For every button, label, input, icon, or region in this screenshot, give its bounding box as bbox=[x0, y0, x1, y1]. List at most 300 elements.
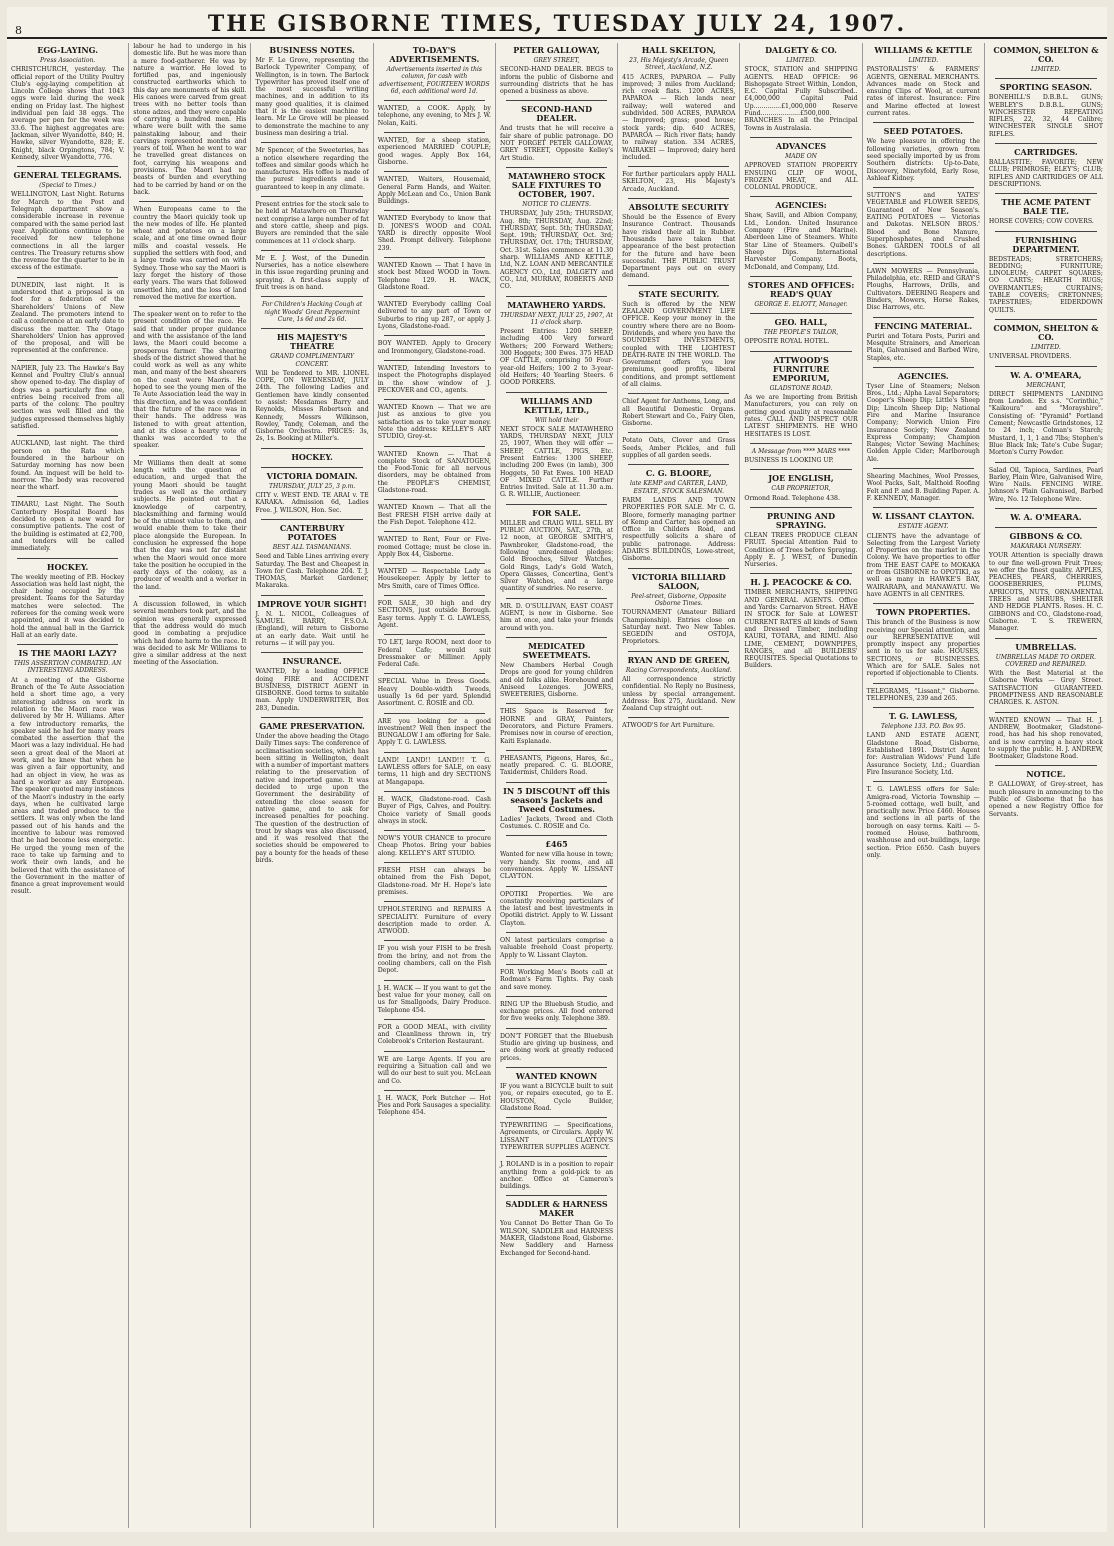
article-heading: MATAWHERO STOCK SALE FIXTURES TO OCTOBER, 1907. bbox=[508, 170, 606, 199]
article-body: THIS Space is Reserved for HORNE and GRAY, Painters, Decorators, and Picture Framers. Premises now in course of erection, Kaiti Esplanade. bbox=[499, 708, 614, 745]
article-body: J. N. L. NICOL, Colleagues of SAMUEL BARRY, F.S.O.A. (England), will return to Gisborne at an early date. Wait until he returns — it will pay you. bbox=[255, 610, 369, 647]
article-body: WE are Large Agents. If you are requiring a Situation call and we will do our best to suit you. McLean and Co. bbox=[377, 1055, 491, 1085]
divider bbox=[506, 392, 607, 393]
article bbox=[500, 1072, 613, 1112]
column-1 bbox=[7, 43, 129, 1528]
article-subheading: LIMITED. bbox=[908, 57, 939, 64]
divider bbox=[384, 563, 485, 564]
article bbox=[378, 600, 491, 629]
divider bbox=[873, 122, 974, 123]
article-heading: IN 5 DISCOUNT off this season's Jackets and Tweed Costumes. bbox=[503, 785, 610, 814]
article-body: WANTED Known — That we are just as anxious to give you satisfaction as to take your money. Note the address: KELLEY'S ART STUDIO, Grey-st. bbox=[377, 404, 491, 441]
article-body: Should be the Essence of Every Insurance Contract. Thousands have risked their all in Rubber. Thousands have taken that appearance of the best protection for the future and have been successful. THE PUBLIC TRUST Department pays out on every demand. bbox=[622, 214, 736, 280]
article-body: A discussion followed, in which several members took part, and the opinion was generally expressed that the address would do much good in combating a prejudice which had done harm to the race. It was decided to ask Mr Williams to give a similar address at the next meeting of the Association. bbox=[133, 601, 247, 667]
columns bbox=[7, 43, 1107, 1528]
divider bbox=[628, 285, 729, 286]
divider bbox=[506, 835, 607, 836]
article bbox=[378, 678, 491, 707]
article bbox=[133, 460, 246, 591]
divider bbox=[384, 713, 485, 714]
article-body: Under the above heading the Otago Daily Times says: The conference of acclimatisation societies, which has been sitting in Wellington, dealt with a number of important matters relating to the preservation of native and imported game. It was decided to urge upon the Government the desirability of extending the close season for native game, and to ask for increased penalties for poaching. The question of the destruction of trout by shags was also discussed, and it was resolved that the societies should be empowered to pay a bounty for the heads of these birds. bbox=[255, 733, 369, 865]
article-heading: INSURANCE. bbox=[282, 656, 342, 667]
article-body: J. H. WACK, Pork Butcher — Hot Pies and Pork Sausages a speciality. Telephone 454. bbox=[377, 1094, 491, 1117]
divider bbox=[873, 781, 974, 782]
article-body: RING UP the Bluebush Studio, and exchange prices. All food entered for five weeks only. Telephone 389. bbox=[499, 1000, 614, 1023]
article-body: CLEAN TREES PRODUCE CLEAN FRUIT. Special Attention Paid to Condition of Trees before Spraying. Apply E. J. WEST, of Dunedin Nurseries. bbox=[744, 531, 858, 569]
article-body: New Chambers Herbal Cough Drops are good for young children and old folks alike. Horehound and Aniseed Lozenges. JOWERS, SWEETERIES, Gisborne. bbox=[499, 661, 614, 699]
article bbox=[378, 985, 491, 1014]
article-body: At a meeting of the Gisborne Branch of the Te Aute Association held a short time ago, a very interesting address on work in relation to the Maori race was delivered by Mr H. Williams. After a few introductory remarks, the speaker said he had for many years combated the assertion that the Maori was a lazy individual. He had seen a great deal of the Maori at work, and he knew that when he was given a fair opportunity, and had an object in view, he was as hard a worker as any European. The speaker quoted many instances of the Maori's industry in the early days, when he cultivated large areas and traded produce to the settlers. It was only when the land passed out of his hands and the incentive to labour was removed that he had become less energetic. He urged the young men of the race to take up farming and to work their own lands, and he believed that with the assistance of the Government in the matter of finance a great improvement would result. bbox=[11, 676, 125, 896]
divider bbox=[384, 531, 485, 532]
article bbox=[378, 1095, 491, 1117]
divider bbox=[384, 499, 485, 500]
divider bbox=[873, 603, 974, 604]
article bbox=[11, 563, 124, 640]
article bbox=[500, 840, 613, 880]
column-9 bbox=[985, 43, 1107, 1528]
article bbox=[744, 448, 857, 465]
divider bbox=[506, 1195, 607, 1196]
divider bbox=[750, 507, 851, 508]
divider bbox=[261, 595, 362, 596]
article-subheading: Peel-street, Gisborne, Opposite Osborne Times. bbox=[631, 592, 727, 607]
article-subheading: THE PEOPLE'S TAILOR, bbox=[763, 329, 839, 337]
article-body: WANTED Everybody to know that D. JONES'S WOOD and COAL YARD is directly opposite Wool Shed. Prompt delivery. Telephone 239. bbox=[377, 215, 491, 252]
divider bbox=[873, 507, 974, 508]
article-heading: STORES AND OFFICES: READ'S QUAY bbox=[747, 279, 855, 299]
article-subheading: MAKARAKA NURSERY. bbox=[1010, 542, 1082, 550]
article-body: OPPOSITE ROYAL HOTEL. bbox=[744, 338, 830, 346]
article-body: TO LET, large ROOM, next door to Federal Cafe; would suit Dressmaker or Milliner. Apply Federal Cafe. bbox=[377, 639, 491, 669]
divider bbox=[384, 1090, 485, 1091]
article-subheading: CAB PROPRIETOR, bbox=[771, 485, 831, 493]
article-subheading: Press Association. bbox=[40, 57, 96, 64]
divider bbox=[384, 1019, 485, 1020]
article-subheading: GEORGE E. ELIOTT, Manager. bbox=[754, 300, 848, 308]
divider bbox=[384, 399, 485, 400]
newspaper-page bbox=[7, 7, 1107, 1532]
divider bbox=[17, 360, 118, 361]
article bbox=[378, 262, 491, 291]
divider bbox=[873, 317, 974, 318]
article-body: WANTED Everybody calling Coal delivered to any part of Town or Suburbs to ring up 287, or apply J. Lyons, Gladstone-road. bbox=[377, 301, 491, 331]
article-body: With the Best Material at the Gisborne Works — Grey Street. SATISFACTION GUARANTEED. PROMPTNESS AND REASONABLE CHARGES. K. ASTON. bbox=[988, 670, 1103, 707]
article bbox=[744, 46, 857, 132]
article-subheading: A Message from **** MARS **** bbox=[751, 447, 851, 455]
article bbox=[500, 787, 613, 831]
article-body: FARM LANDS AND TOWN PROPERTIES FOR SALE. Mr C. G. Bloore, formerly managing partner of Kemp and Carter, has opened an Office in Childers Road, and respectfully solicits a share of public patronage. Address: ADAIR'S BUILDINGS, Lowe-street, Gisborne. bbox=[622, 496, 736, 563]
divider bbox=[628, 464, 729, 465]
article-subheading: LIMITED. bbox=[1031, 343, 1061, 351]
article-subheading: 23, His Majesty's Arcade, Queen Street, Auckland, N.Z. bbox=[629, 57, 729, 72]
article bbox=[378, 757, 491, 786]
article-body: Present Entries: 1200 SHEEP, including 400 Very forward Wethers; 200 Forward Wethers; 300 Hoggets; 300 Ewes. 375 HEAD OF CATTLE, comprising 50 Four-year-old Heifers; 100 2 to 3-year-old Heifers; 40 Yearling Steers. 6 GOOD PORKERS. bbox=[499, 328, 614, 387]
article bbox=[867, 712, 980, 776]
divider bbox=[506, 886, 607, 887]
article bbox=[744, 512, 857, 568]
article-body: Potato Oats, Clover and Grass Seeds, Amber Pickles, and full supplies of all garden seeds. bbox=[622, 437, 736, 460]
article bbox=[133, 601, 246, 667]
article-heading: AGENCIES. bbox=[897, 370, 949, 381]
article-heading: NOTICE. bbox=[1026, 769, 1066, 780]
article-body: 415 ACRES, PAPAROA — Fully improved; 3 miles from Auckland; rich creek flats. 1200 ACRES, PAPAROA — Rich lands near railway; well watered and subdivided. 500 ACRES, PAPAROA — Improved; grass; good house; stock yards; dip. 640 ACRES, PAPAROA — Rich river flats; handy to railway station. 334 ACRES, WAIRAKEI — Improved; dairy herd included. bbox=[622, 73, 736, 161]
article-heading: SEED POTATOES. bbox=[883, 126, 963, 137]
newspaper-title: THE GISBORNE TIMES, TUESDAY JULY 24, 1907. bbox=[207, 11, 907, 37]
article-body: MR. D. O'SULLIVAN, EAST COAST AGENT, is now in Gisborne. See him at once, and take your friends around with you. bbox=[499, 602, 614, 632]
article bbox=[11, 282, 124, 355]
article-heading: ATTWOOD'S FURNITURE EMPORIUM, bbox=[772, 354, 830, 383]
article-heading: VICTORIA BILLIARD SALOON, bbox=[631, 571, 726, 591]
article bbox=[867, 608, 980, 677]
divider bbox=[628, 166, 729, 167]
article-heading: FOR SALE. bbox=[532, 507, 581, 518]
article-body: NEXT STOCK SALE MATAWHERO YARDS, THURSDAY NEXT, JULY 25, 1907, When they will offer — SHEEP, CATTLE, PIGS, Etc. Present Entries: 1300 SHEEP, including 200 Ewes (in lamb), 300 Hoggets, 50 Fat Ewes. 100 HEAD OF MIXED CATTLE. Further Entries Invited. Sale at 11.30 a.m. G. R. WILLIE, Auctioneer. bbox=[499, 425, 614, 499]
divider bbox=[995, 638, 1097, 639]
article bbox=[378, 718, 491, 747]
article-heading: DALGETY & CO. bbox=[765, 45, 837, 55]
divider bbox=[17, 644, 118, 645]
article-body: IF you want a BICYCLE built to suit you, or repairs executed, go to E. HOUSTON, Cycle Builder, Gladstone Road. bbox=[499, 1082, 614, 1112]
article bbox=[378, 835, 491, 857]
article-subheading: Telephone 133. P.O. Box 95. bbox=[881, 723, 966, 731]
article bbox=[500, 509, 613, 593]
article-heading: CARTRIDGES. bbox=[1014, 147, 1078, 158]
article-body: LAND! LAND!! LAND!!! T. G. LAWLESS offers for SALE, on easy terms, 11 high and dry SECTIONS at Mangapapa. bbox=[377, 756, 491, 786]
article-body: This branch of the Business is now receiving our Special attention, and our REPRESENTATIVE will promptly inspect any properties sent in to us for sale. HOUSES, SECTIONS, or BUSINESSES. Which are for SALE. Sales not reported if objectionable to Clients. bbox=[866, 619, 980, 678]
article-heading: JOE ENGLISH, bbox=[768, 473, 834, 484]
article-body: T. G. LAWLESS offers for Sale: Amigra-road, Victoria Township — 5-roomed cottage, well built, and practically new. Price £460. Houses and sections in all parts of the borough on easy terms. Kaiti — 5-roomed House, bathroom, washhouse and out-buildings, large section. Price £650. Cash buyers only. bbox=[866, 786, 980, 859]
article-body: ARE you looking for a good investment? Well then inspect the BUNGALOW I am offering for Sale. Apply T. G. LAWLESS. bbox=[377, 717, 491, 747]
divider bbox=[261, 196, 362, 197]
article-body: Mr Williams then dealt at some length with the question of education, and urged that the young Maori should be taught trades as well as the ordinary subjects. He pointed out that a knowledge of carpentry, blacksmithing and farming would be of the utmost value to them, and would enable them to take their place alongside the European. In conclusion he expressed the hope that the day was not far distant when the Maori would once more take the position he occupied in the early days of the colony, as a producer of wealth and a worker in the land. bbox=[133, 459, 247, 591]
article bbox=[378, 945, 491, 974]
article-body: BONEHILL'S D.B.B.L. GUNS; WEBLEY'S D.B.B.L. GUNS; WINCHESTER REPEATING RIFLES, 22, 32, 44 Calibre; WINCHESTER SINGLE SHOT RIFLES. bbox=[988, 94, 1103, 138]
article-heading: £465 bbox=[545, 839, 568, 850]
divider bbox=[873, 683, 974, 684]
article-body: LAND AND ESTATE AGENT, Gladstone Road, Gisborne, Established 1891. District Agent for: Australian Widows' Fund Life Assurance Society, Ltd.; Guardian Fire Insurance Society, Ltd. bbox=[866, 732, 980, 776]
article bbox=[867, 46, 980, 117]
article bbox=[989, 532, 1103, 633]
article bbox=[378, 365, 491, 394]
article-heading: IS THE MAORI LAZY? bbox=[18, 648, 117, 659]
article-body: Chief Agent for Anthems, Long, and all Beautiful Domestic Organs. Robert Stewart and Co., Fairy Glen, Gisborne. bbox=[622, 398, 736, 428]
divider bbox=[873, 468, 974, 469]
article-body: BUSINESS IS LOOKING UP. bbox=[744, 457, 834, 465]
article-body: TIMBER MERCHANTS, SHIPPING AND GENERAL AGENTS. Office and Yards: Carnarvon Street. HAVE IN STOCK for Sale at LOWEST CURRENT RATES all kinds of Sawn and Dressed Timber, including KAURI, TOTARA, and RIMU. Also LIME, CEMENT, DOWNPIPES, RANGES, and all BUILDERS' REQUISITES. Special Quotations to Builders. bbox=[744, 589, 858, 670]
article bbox=[744, 281, 857, 308]
divider bbox=[384, 830, 485, 831]
article bbox=[133, 311, 246, 450]
article bbox=[500, 172, 613, 291]
divider bbox=[506, 996, 607, 997]
article bbox=[378, 1024, 491, 1046]
divider bbox=[506, 637, 607, 638]
article bbox=[989, 46, 1103, 73]
article bbox=[378, 796, 491, 825]
article-body: TELEGRAMS, "Lissant," Gisborne. TELEPHONES, 239 and 265. bbox=[866, 687, 980, 702]
article bbox=[11, 501, 124, 552]
article-body: WANTED KNOWN — That H. J. ANDREW, Bootmaker, Gladstone-road, has had his shop renovated, and is now carrying a heavy stock to supply the public. H. J. ANDREW, Bootmaker, Gladstone Road. bbox=[988, 716, 1103, 761]
article-heading: W. A. O'MEARA, bbox=[1010, 369, 1082, 380]
article bbox=[744, 578, 857, 669]
divider bbox=[384, 132, 485, 133]
article-body: Present entries for the stock sale to be held at Matawhero on Thursday next comprise a large number of fat and store cattle, sheep and pigs. Buyers are reminded that the sale commences at 11 o'clock sharp. bbox=[255, 201, 369, 245]
divider bbox=[506, 932, 607, 933]
article-body: THURSDAY, July 25th; THURSDAY, Aug. 8th; THURSDAY, Aug. 22nd; THURSDAY, Sept. 5th; THURSDAY, Sept. 19th; THURSDAY, Oct. 3rd; THURSDAY, Oct. 17th; THURSDAY, Oct. 31st. Sales commence at 11.30 sharp. WILLIAMS AND KETTLE, Ltd, N.Z. LOAN AND MERCANTILE AGENCY CO., Ltd, DALGETY and CO., Ltd, MURRAY, ROBERTS AND CO. bbox=[499, 210, 614, 291]
article-body: Such is offered by the NEW ZEALAND GOVERNMENT LIFE OFFICE. Keep your money in the country where there are no Boom-Dividends, and where you have the SOUNDEST INVESTMENTS, coupled with THE LIGHTEST DEATH-RATE IN THE WORLD. The Government offers you low premiums, good profits, liberal conditions, and prompt settlement of all claims. bbox=[622, 300, 736, 388]
column-2 bbox=[129, 43, 251, 1528]
article bbox=[622, 46, 735, 161]
article-heading: GIBBONS & CO. bbox=[1009, 530, 1083, 541]
article-subheading: ESTATE AGENT. bbox=[898, 523, 949, 531]
article bbox=[11, 440, 124, 491]
article-heading: FURNISHING DEPARTMENT. bbox=[1012, 234, 1080, 254]
column-4 bbox=[374, 43, 496, 1528]
article bbox=[744, 142, 857, 191]
divider bbox=[995, 765, 1097, 766]
article bbox=[378, 137, 491, 166]
article bbox=[500, 397, 613, 499]
article bbox=[500, 105, 613, 161]
article bbox=[378, 536, 491, 558]
divider bbox=[261, 250, 362, 251]
divider bbox=[384, 171, 485, 172]
article-body: NAPIER, July 23. The Hawke's Bay Kennel and Poultry Club's annual show opened to-day. The display of dogs was a particularly fine one, entries being received from all parts of the colony. The poultry section was well filled and the judges expressed themselves highly satisfied. bbox=[11, 364, 125, 431]
divider bbox=[506, 1117, 607, 1118]
article bbox=[378, 504, 491, 526]
article bbox=[255, 472, 368, 514]
article bbox=[500, 46, 613, 95]
article bbox=[867, 192, 980, 258]
article bbox=[867, 786, 980, 859]
article bbox=[255, 453, 368, 462]
article-subheading: LIMITED. bbox=[786, 57, 816, 64]
article-heading: HALL SKELTON, bbox=[641, 45, 716, 55]
article-body: ATWOOD'S for Art Furniture. bbox=[622, 722, 715, 730]
divider bbox=[384, 210, 485, 211]
divider bbox=[384, 940, 485, 941]
page-number: 8 bbox=[15, 24, 22, 37]
article bbox=[133, 43, 246, 196]
article bbox=[500, 937, 613, 959]
article-heading: SECOND-HAND DEALER. bbox=[521, 104, 593, 124]
divider bbox=[995, 366, 1097, 367]
divider bbox=[506, 750, 607, 751]
divider bbox=[995, 231, 1097, 232]
article-heading: C. G. BLOORE, bbox=[645, 468, 712, 479]
article-body: Wanted for new villa house in town; very handy. Six rooms, and all conveniences. Apply W. LISSANT CLAYTON. bbox=[499, 851, 614, 881]
article bbox=[867, 473, 980, 502]
column-6 bbox=[618, 43, 740, 1528]
article-body: Puriri and Totara Posts, Puriri and Mesquite Strainers, and American Plain, Galvanised and Barbed Wire, Staples, etc. bbox=[866, 332, 980, 362]
article-subheading: GRAND COMPLIMENTARY CONCERT. bbox=[270, 353, 354, 368]
article bbox=[378, 176, 491, 205]
article bbox=[378, 867, 491, 896]
divider bbox=[384, 335, 485, 336]
article-body: LAWN MOWERS — Pennsylvania, Philadelphia, etc. REID and GRAY'S Ploughs, Harrows, Drills, and Cultivators. DEERING Reapers and Binders, Mowers, Horse Rakes, Disc Harrows, etc. bbox=[866, 267, 980, 312]
article-heading: TOWN PROPERTIES. bbox=[876, 607, 971, 618]
article-heading: WILLIAMS AND KETTLE, LTD., bbox=[520, 395, 593, 415]
article bbox=[11, 46, 124, 161]
divider bbox=[995, 508, 1097, 509]
article-heading: IMPROVE YOUR SIGHT! bbox=[257, 598, 367, 609]
article bbox=[744, 318, 857, 346]
divider bbox=[139, 201, 240, 202]
article-body: TIMARU, Last Night. The South Canterbury Hospital Board has decided to open a new ward for consumptive patients. The cost of the building is estimated at £2,700, and tenders will be called immediately. bbox=[11, 501, 125, 553]
article bbox=[378, 340, 491, 355]
article bbox=[378, 105, 491, 127]
divider bbox=[995, 143, 1097, 144]
article bbox=[378, 906, 491, 935]
divider bbox=[750, 351, 851, 352]
article bbox=[989, 148, 1103, 188]
divider bbox=[384, 752, 485, 753]
article-subheading: MERCHANT, bbox=[1026, 381, 1066, 389]
article-body: H. WACK, Gladstone-road. Cash Buyer of Pigs, Calves, and Poultry. Choice variety of Small goods always in stock. bbox=[377, 795, 491, 825]
article-body: TYPEWRITING — Specifications, Agreements, or Circulars. Apply W. LISSANT CLAYTON'S TYPEWRITER SUPPLIES AGENCY. bbox=[499, 1122, 614, 1151]
article-body: TOURNAMENT (Amateur Billiard Championship). Entries close on Saturday next. Two New Tables. SEGEDIN and OSTOJA, Proprietors. bbox=[622, 609, 736, 646]
article-body: BOY WANTED. Apply to Grocery and Ironmongery, Gladstone-road. bbox=[377, 340, 491, 355]
article bbox=[500, 1033, 613, 1062]
article-heading: ABSOLUTE SECURITY bbox=[628, 202, 729, 213]
article bbox=[989, 198, 1103, 225]
divider bbox=[995, 527, 1097, 528]
article-body: J. H. WACK — If you want to get the best value for your money, call on us for Smallgoods, Dairy Produce. Telephone 454. bbox=[377, 984, 491, 1014]
article-body: CITY v. WEST END. TE ARAI v. TE KARAKA. Admission 6d, Ladies Free. J. WILSON, Hon. Sec. bbox=[255, 492, 369, 514]
article bbox=[11, 365, 124, 431]
article-body: Ladies' Jackets, Tweed and Cloth Costumes. C. ROSIE and Co. bbox=[499, 815, 614, 831]
article bbox=[378, 301, 491, 330]
article-body: Mr Spencer, of the Sweeteries, has a notice elsewhere regarding the toffees and similar goods which he manufactures. His toffee is made of the purest ingredients and is guaranteed to keep in any climate. bbox=[255, 147, 369, 191]
article bbox=[622, 722, 735, 729]
article bbox=[378, 1056, 491, 1085]
article bbox=[500, 603, 613, 632]
article-body: FOR a GOOD MEAL, with civility and Cleanliness thrown in, try Colebrook's Criterion Restaurant. bbox=[377, 1023, 491, 1046]
article-body: The weekly meeting of P.B. Hockey Association was held last night, the chair being occupied by the president. Teams for the Saturday matches were selected. The referees for the coming week were appointed, and it was decided to hold the annual ball in the Garrick Hall at an early date. bbox=[11, 573, 125, 639]
article-body: DON'T FORGET that the Bluebush Studio are giving up business, and are doing work at greatly reduced prices. bbox=[499, 1032, 614, 1062]
article-body: NOW'S YOUR CHANCE to procure Cheap Photos. Bring your babies along. KELLEY'S ART STUDIO. bbox=[377, 835, 491, 857]
article-body: We have pleasure in offering the following varieties, grown from seed specially imported by us from Southern districts: Up-to-Date, Discovery, Ninetyfold, Early Rose, Ashleaf Kidney. bbox=[866, 138, 980, 182]
article bbox=[867, 372, 980, 463]
article-subheading: GLADSTONE ROAD. bbox=[769, 384, 833, 392]
divider bbox=[139, 306, 240, 307]
article bbox=[255, 333, 368, 443]
article-body: MILLER and CRAIG WILL SELL BY PUBLIC AUCTION, SAT., 27th, at 12 noon, at GEORGE SMITH'S, Pawnbroker, Gladstone-road, the following unredeemed pledges: Gold Brooches, Silver Watches, Gold Rings, Lady's Gold Watch, Opera Glasses, Concertina, Gent's Silver Watches, and a large quantity of sundries. No reserve. bbox=[499, 519, 614, 593]
article bbox=[989, 236, 1103, 314]
divider bbox=[261, 467, 362, 468]
article-heading: WANTED KNOWN bbox=[515, 1070, 598, 1081]
divider bbox=[506, 598, 607, 599]
article bbox=[500, 755, 613, 777]
article-body: WELLINGTON, Last Night. Returns for March to the Post and Telegraph department show a considerable increase in revenue compared with the same period last year. Applications continue to be received for new telephone connections in all the larger centres. The Treasury returns show the revenue for the quarter to be in excess of the estimate. bbox=[11, 191, 125, 272]
divider bbox=[261, 519, 362, 520]
divider bbox=[17, 496, 118, 497]
article bbox=[378, 404, 491, 440]
article bbox=[378, 639, 491, 668]
divider bbox=[506, 296, 607, 297]
article-heading: ADVANCES bbox=[775, 140, 827, 151]
article-body: SUTTON'S and YATES' VEGETABLE and FLOWER SEEDS, Guaranteed of New Season's. EATING POTATOES — Victorias and Dakotas. NELSON BROS.' Blood and Bone Manure, Superphosphates, and Crushed Bones. GARDEN TOOLS of all descriptions. bbox=[866, 192, 980, 258]
article bbox=[255, 46, 368, 137]
article-body: IF you wish your FISH to be fresh from the briny, and not from the cooling chambers, call on the Fish Depot. bbox=[377, 945, 491, 975]
article-body: BEDSTEADS; STRETCHERS; BEDDING; FURNITURE; LINOLEUM; CARPET SQUARES; GO CARTS; HEARTH RUGS; OVERMANTLES; CURTAINS; TABLE COVERS; CRETONNES; TAPESTRIES; EIDERDOWN QUILTS. bbox=[988, 255, 1103, 314]
article bbox=[255, 524, 368, 590]
divider bbox=[506, 504, 607, 505]
article bbox=[622, 290, 735, 389]
divider bbox=[384, 634, 485, 635]
article-body: Mr E. J. West, of the Dunedin Nurseries, has a notice elsewhere in this issue regarding pruning and spraying. A first-class supply of fruit trees is on hand. bbox=[255, 254, 369, 292]
article-body: OPOTIKI Properties. We are constantly receiving particulars of the latest and best investments in Opotiki district. Apply to W. Lissant Clayton. bbox=[499, 890, 614, 927]
article-body: FOR Working Men's Boots call at Rodman's Farm Tights. Pay cash and save money. bbox=[499, 968, 614, 991]
divider bbox=[17, 166, 118, 167]
article-body: SPECIAL Value in Dress Goods. Heavy Double-width Tweeds, usually 1s 6d per yard. Splendid Assortment. C. ROSIE and CO. bbox=[377, 678, 491, 708]
divider bbox=[750, 443, 851, 444]
divider bbox=[384, 791, 485, 792]
divider bbox=[750, 313, 851, 314]
divider bbox=[384, 862, 485, 863]
article bbox=[622, 437, 735, 459]
article bbox=[622, 469, 735, 562]
article-body: WANTED Known — That a complete Stock of SANATOGEN, the Food-Tonic for all nervous disorders, may be obtained from the PEOPLE'S CHEMIST, Gladstone-road. bbox=[377, 450, 491, 495]
article bbox=[867, 127, 980, 182]
article-heading: MEDICATED SWEETMEATS. bbox=[522, 640, 591, 660]
divider bbox=[628, 717, 729, 718]
divider bbox=[873, 367, 974, 368]
article-body: FRESH FISH can always be obtained from the Fish Depot, Gladstone-road. Mr H. Hope's late premises. bbox=[377, 867, 491, 896]
article bbox=[500, 969, 613, 991]
article-subheading: GREY STREET, bbox=[533, 57, 580, 64]
article-subheading: LIMITED. bbox=[1031, 66, 1061, 73]
article-body: BALLASTITE; FAVORITE; NEW CLUB; PRIMROSE; ELEY'S; CLUB; RIFLES AND CARTRIDGES OF ALL DESCRIPTIONS. bbox=[988, 159, 1103, 188]
article-subheading: THURSDAY, JULY 25, 3 p.m. bbox=[268, 482, 356, 490]
article-subheading: Will hold their bbox=[534, 416, 579, 424]
article-heading: RYAN AND DE GREEN, bbox=[627, 654, 730, 665]
divider bbox=[506, 100, 607, 101]
article-subheading: Advertisements inserted in this column, for cash with advertisement, FOURTEEN WORDS 6d, each additional word 1d. bbox=[379, 66, 490, 95]
article-heading: HOCKEY. bbox=[46, 561, 89, 572]
article-subheading: MADE ON bbox=[785, 152, 817, 160]
article bbox=[133, 206, 246, 301]
article bbox=[867, 268, 980, 312]
article-body: CLIENTS have the advantage of Selecting from the Largest Variety of Properties on the market in the Colony. We have properties to offer from THE EAST CAPE to MOKAKA or from GISBORNE to OPOTIKI, as well as many in HAWKE'S BAY, WAIRARAPA, and MANAWATU. We have AGENTS in all CENTRES. bbox=[866, 532, 980, 598]
divider bbox=[750, 137, 851, 138]
article-heading: COMMON, SHELTON & CO. bbox=[993, 45, 1099, 64]
article bbox=[622, 573, 735, 646]
article-body: ON latest particulars comprise a valuable freehold Coast property. Apply to W. Lissant Clayton. bbox=[499, 937, 614, 959]
article bbox=[744, 201, 857, 270]
article-subheading: (Special to Times.) bbox=[39, 182, 97, 190]
article-body: WANTED, by a leading OFFICE doing FIRE and ACCIDENT BUSINESS, DISTRICT AGENT in GISBORNE. Good terms to suitable man. Apply UNDERWRITER, Box 283, Dunedin. bbox=[255, 668, 369, 712]
divider bbox=[384, 673, 485, 674]
article-body: DUNEDIN, last night. It is understood that a proposal is on foot for a federation of the Shareholders' Unions of New Zealand. The promoters intend to call a conference at an early date to discuss the matter. The Otago Shareholders' Union has approved of the proposal, and will be represented at the conference. bbox=[11, 281, 125, 355]
article-heading: CANTERBURY POTATOES bbox=[279, 522, 345, 542]
article-body: And trusts that he will receive a fair share of public patronage. DO NOT FORGET PETER GALLOWAY, GREY STREET, Opposite Kelley's Art Studio. bbox=[499, 125, 614, 162]
article-heading: W. LISSANT CLAYTON. bbox=[872, 511, 975, 522]
article-heading: GEO. HALL, bbox=[774, 317, 828, 328]
divider bbox=[261, 717, 362, 718]
column-7 bbox=[740, 43, 862, 1528]
article bbox=[744, 474, 857, 502]
article-body: WANTED, Waiters, Housemaid, General Farm Hands, and Waiter. Apply McLean and Co., Union Bank Buildings. bbox=[377, 176, 491, 206]
article-subheading: BEST ALL TASMANIANS. bbox=[272, 543, 352, 551]
article-body: WANTED — Respectable Lady as Housekeeper. Apply by letter to Mrs Smith, care of Times Office. bbox=[377, 568, 491, 590]
article bbox=[500, 301, 613, 387]
article bbox=[622, 203, 735, 280]
article-body: WANTED, Intending Investors to inspect the Photographs displayed in the show window of J. PECKOVER and CO., agents. bbox=[377, 364, 491, 394]
divider bbox=[750, 196, 851, 197]
divider bbox=[750, 469, 851, 470]
article-body: PHEASANTS, Pigeons, Hares, &c., neatly prepared. C. G. BLOORE, Taxidermist, Childers Road. bbox=[499, 754, 614, 777]
